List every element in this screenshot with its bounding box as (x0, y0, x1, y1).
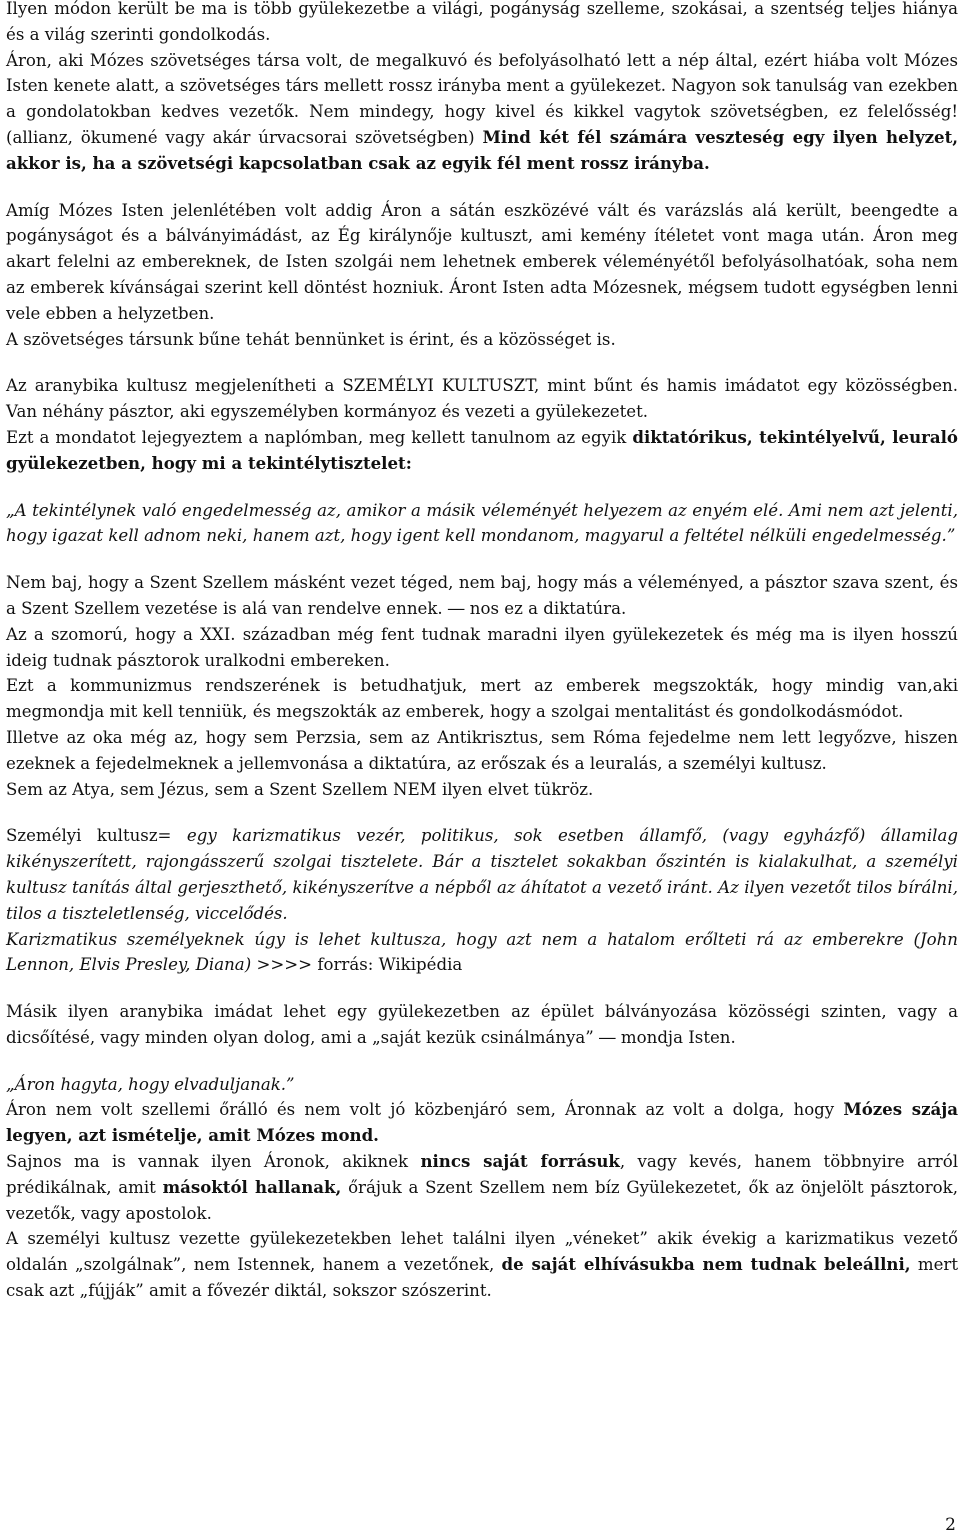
text-run: egy karizmatikus vezér, politikus, sok esetben államfő, (vagy egyházfő) államilag kikényszerített, rajongásszerű szolgai tisztelete. Bár a tisztelet sokakban őszintén is kialakulhat, a személyi kultusz tanítás által gerjeszthető, kikényszerítve a népből az áhítatot a vezető iránt. Az ilyen vezetőt tilos bírálni, tilos a tiszteletlenség, viccelődés. (6, 826, 958, 923)
paragraph-8 (6, 570, 958, 622)
text-run: Nem baj, hogy a Szent Szellem másként vezet téged, nem baj, hogy más a véleményed, a pásztor szava szent, és a Szent Szellem vezetése is alá van rendelve ennek. ― nos ez a diktatúra. (6, 573, 958, 618)
paragraph-11 (6, 725, 958, 777)
text-run: Áron, aki Mózes szövetséges társa volt, de megalkuvó és befolyásolható lett a nép által, ezért hiába volt Mózes Isten kenete alatt, a szövetséges társ mellett rossz irányba ment a gyülekezet. Nagyon sok tanulság van ezekben a gondolatokban kedves vezetők. Nem mindegy, hogy kivel és kikkel vagytok szövetségben, ez felelősség! (allianz, ökumené vagy akár úrvacsorai szövetségben) (6, 50, 958, 147)
text-run: de saját elhívásukba nem tudnak beleállni, (501, 1254, 911, 1275)
text-run: , vagy kevés, hanem többnyire arról prédikálnak, amit (6, 1152, 958, 1197)
text-run: Illetve az oka még az, hogy sem Perzsia, sem az Antikrisztus, sem Róma fejedelme nem lett legyőzve, hiszen ezeknek a fejedelmeknek a jellemvonása a diktatúra, az erőszak és a leuralás, a személyi kultusz. (6, 727, 958, 773)
paragraph-3 (6, 198, 958, 327)
paragraph-gap (6, 802, 958, 823)
text-run: Személyi kultusz= (6, 826, 187, 846)
text-run: A szövetséges társunk bűne tehát bennünket is érint, és a közösséget is. (6, 329, 616, 349)
paragraph-5 (6, 373, 958, 425)
text-run: Ilyen módon került be ma is több gyülekezetbe a világi, pogányság szelleme, szokásai, a szentség teljes hiánya és a világ szerinti gondolkodás. (6, 0, 958, 44)
paragraph-2 (6, 48, 958, 177)
paragraph-gap (6, 352, 958, 373)
paragraph-18 (6, 1149, 958, 1226)
text-run: Karizmatikus személyeknek úgy is lehet kultusza, hogy azt nem a hatalom erőlteti rá az emberekre (John Lennon, Elvis Presley, Diana) (6, 929, 958, 975)
paragraph-14 (6, 927, 958, 979)
text-run: Áron nem volt szellemi őrálló és nem volt jó közbenjáró sem, Áronnak az volt a dolga, hogy (6, 1100, 844, 1120)
paragraph-4 (6, 327, 958, 353)
paragraph-15 (6, 999, 958, 1051)
text-run: mert csak azt „fújják” amit a fővezér diktál, sokszor szószerint. (6, 1255, 958, 1301)
paragraph-12 (6, 777, 958, 803)
paragraph-1 (6, 0, 958, 48)
text-run: nincs saját forrásuk (420, 1151, 620, 1172)
paragraph-6 (6, 425, 958, 477)
text-run: Az a szomorú, hogy a XXI. században még fent tudnak maradni ilyen gyülekezetek és még ma is ilyen hosszú ideig tudnak pásztorok uralkodni embereken. (6, 624, 958, 670)
page-number: 2 (945, 1515, 956, 1535)
paragraph-gap (6, 978, 958, 999)
paragraph-10 (6, 673, 958, 725)
text-run: „A tekintélynek való engedelmesség az, amikor a másik véleményét helyezem az enyém elé. Ami nem azt jelenti, hogy igazat kell adnom neki, hanem azt, hogy igent kell mondanom, magyarul a feltétel nélküli engedelmesség.” (6, 500, 958, 546)
text-run: Amíg Mózes Isten jelenlétében volt addig Áron a sátán eszközévé vált és varázslás alá került, beengedte a pogányságot és a bálványimádást, az Ég királynője kultuszt, ami kemény ítéletet vont maga után. Áron meg akart felelni az embereknek, de Isten szolgái nem lehetnek emberek véleményétől befolyásolhatóak, soha nem az emberek kívánságai szerint kell döntést hozniuk. Áront Isten adta Mózesnek, mégsem tudott egységben lenni vele ebben a helyzetben. (6, 200, 958, 323)
text-run: Az aranybika kultusz megjelenítheti a SZEMÉLYI KULTUSZT, mint bűnt és hamis imádatot egy közösségben. Van néhány pásztor, aki egyszemélyben kormányoz és vezeti a gyülekezetet. (6, 376, 958, 422)
text-run: diktatórikus, tekintélyelvű, leuraló gyülekezetben, hogy mi a tekintélytisztelet: (6, 426, 959, 473)
text-run: Mind két fél számára veszteség egy ilyen helyzet, akkor is, ha a szövetségi kapcsolatban csak az egyik fél ment rossz irányba. (6, 126, 959, 173)
text-run: őrájuk a Szent Szellem nem bíz Gyülekezetet, ők az önjelölt pásztorok, vezetők, vagy apostolok. (6, 1177, 958, 1223)
text-run: A személyi kultusz vezette gyülekezetekben lehet találni ilyen „véneket” akik évekig a karizmatikus vezető oldalán „szolgálnak”, nem Istennek, hanem a vezetőnek, (6, 1229, 958, 1275)
text-run: Másik ilyen aranybika imádat lehet egy gyülekezetben az épület bálványozása közösségi szinten, vagy a dicsőítésé, vagy minden olyan dolog, ami a „saját kezük csinálmánya” ― mondja Isten. (6, 1002, 958, 1047)
text-run: Sajnos ma is vannak ilyen Áronok, akiknek (6, 1152, 421, 1172)
paragraph-gap (6, 177, 958, 198)
text-run: „Áron hagyta, hogy elvaduljanak.” (6, 1074, 295, 1094)
paragraph-gap (6, 549, 958, 570)
quote-paragraph (6, 498, 958, 550)
text-run: Ezt a mondatot lejegyeztem a naplómban, meg kellett tanulnom az egyik (6, 427, 633, 447)
paragraph-19 (6, 1226, 958, 1303)
document-page (6, 0, 958, 1304)
paragraph-13 (6, 823, 958, 926)
paragraph-17 (6, 1097, 958, 1149)
text-run: >>>> forrás: Wikipédia (251, 955, 463, 975)
text-run: Sem az Atya, sem Jézus, sem a Szent Szellem NEM ilyen elvet tükröz. (6, 779, 594, 799)
text-run: másoktól hallanak, (162, 1176, 342, 1197)
text-run: Ezt a kommunizmus rendszerének is betudhatjuk, mert az emberek megszokták, hogy mindig van,aki megmondja mit kell tenniük, és megszokták az emberek, hogy a szolgai mentalitást és gondolkodásmódot. (6, 676, 958, 722)
paragraph-9 (6, 622, 958, 674)
paragraph-16 (6, 1072, 958, 1098)
text-run: Mózes szája legyen, azt ismételje, amit Mózes mond. (6, 1099, 959, 1146)
paragraph-gap (6, 1051, 958, 1072)
paragraph-gap (6, 477, 958, 498)
